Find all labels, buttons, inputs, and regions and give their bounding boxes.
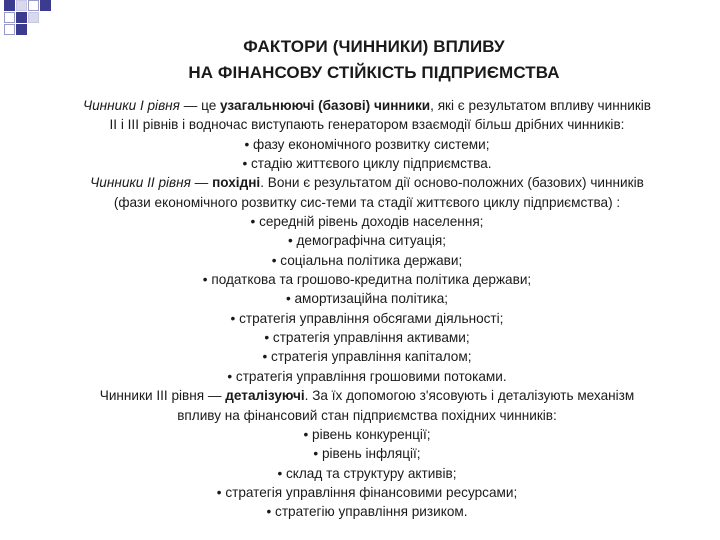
page-title-line1: ФАКТОРИ (ЧИННИКИ) ВПЛИВУ [243,37,505,56]
level2-item: • стратегія управління обсягами діяльності; [230,310,504,326]
level2-item: • середній рівень доходів населення; [250,214,484,230]
level1-item: • стадію життєвого циклу підприємства. [242,156,492,172]
deco-square [4,0,15,11]
deco-square [40,0,51,11]
content-body [24,96,710,522]
level2-term: похідні [212,175,261,191]
level3-label: Чинники ІІІ рівня [99,388,205,404]
level3-intro-line2: впливу на фінансовий стан підприємства похідних чинників: [177,407,557,423]
level3-rest: . За їх допомогою з'ясовують і деталізують механізм [304,388,635,404]
level1-label: Чинники І рівня [82,98,180,113]
level2-item: • демографічна ситуація; [287,233,447,249]
level1-dash: — це [179,98,221,113]
level3-item: • склад та структуру активів; [277,465,457,481]
deco-square [28,0,39,11]
deco-square [4,12,15,23]
level3-item: • стратегія управління фінансовими ресурсами; [216,484,518,500]
page-title-line2: НА ФІНАНСОВУ СТІЙКІСТЬ ПІДПРИЄМСТВА [188,63,560,82]
level2-intro [24,173,710,192]
level3-dash: — [204,388,226,404]
level2-item: • податкова та грошово-кредитна політика держави; [202,272,532,288]
deco-square [16,0,27,11]
level2-intro-line2: (фази економічного розвитку сис-теми та стадії життєвого циклу підприємства) : [113,194,621,210]
level2-dash: — [190,175,213,191]
level3-intro [24,386,710,405]
level1-rest: , які є результатом впливу чинників [430,98,652,113]
deco-square [16,24,27,35]
level3-term: деталізуючі [225,388,305,404]
level2-label: Чинники ІІ рівня [90,175,191,191]
level3-item: • стратегію управління ризиком. [266,504,468,520]
deco-square [4,24,15,35]
level1-item: • фазу економічного розвитку системи; [244,136,490,152]
deco-square [28,12,39,23]
level2-rest: . Вони є результатом дії осново-положних (базових) чинників [260,175,644,191]
level3-item: • рівень інфляції; [313,446,421,462]
level1-term: узагальнюючі (базові) чинники [220,98,431,113]
level2-item: • стратегія управління грошовими потоками. [227,368,507,384]
level2-item: • амортизаційна політика; [285,291,449,307]
level1-intro-line2: II і III рівнів і водночас виступають генератором взаємодії більш дрібних чинників: [109,117,625,133]
level3-item: • рівень конкуренції; [303,426,431,442]
level2-item: • соціальна політика держави; [271,252,463,268]
level2-item: • стратегія управління капіталом; [262,349,472,365]
deco-square [16,12,27,23]
level2-item: • стратегія управління активами; [264,330,470,346]
level1-intro [24,96,710,115]
